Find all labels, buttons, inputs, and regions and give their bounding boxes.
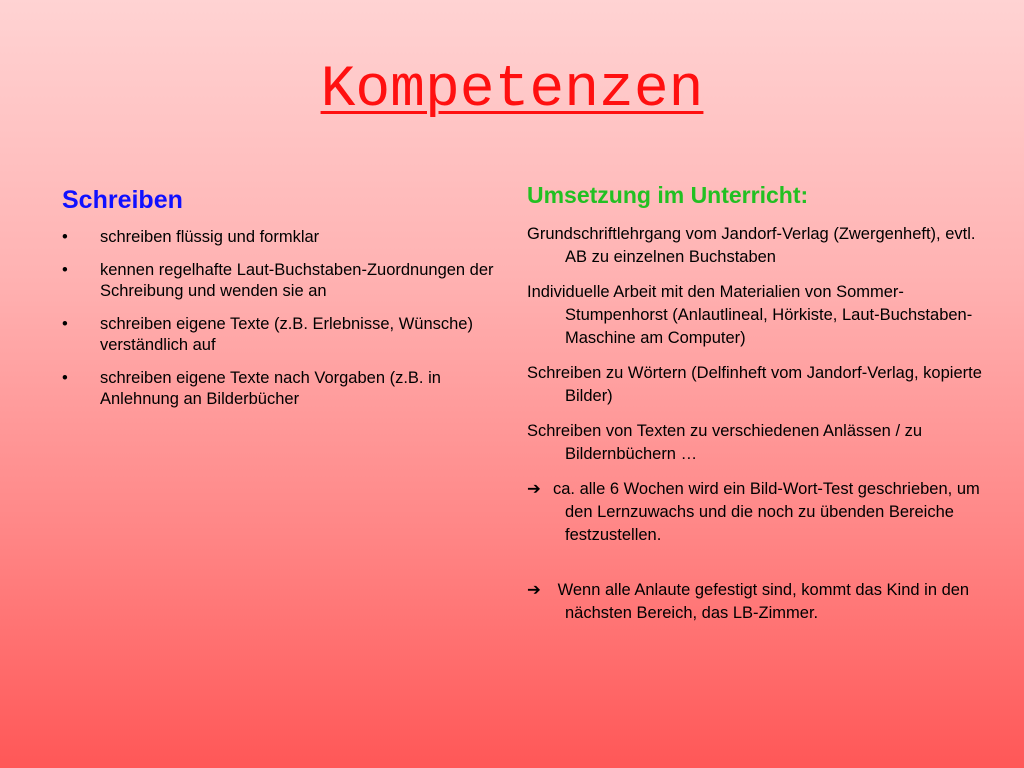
arrow-paragraph: ➔ Wenn alle Anlaute gefestigt sind, kommt das Kind in den nächsten Bereich, das LB-Zimmer.: [527, 581, 970, 622]
bullet-icon: •: [62, 315, 68, 333]
bullet-icon: •: [62, 369, 68, 387]
list-item: • kennen regelhafte Laut-Buchstaben-Zuordnungen der Schreibung und wenden sie an: [62, 261, 494, 300]
arrow-right-icon: ➔: [527, 581, 541, 599]
bullet-icon: •: [62, 228, 68, 246]
left-column: [62, 186, 502, 422]
arrow-paragraph: ➔ ca. alle 6 Wochen wird ein Bild-Wort-Test geschrieben, um den Lernzuwachs und die noch zu übenden Bereiche festzustellen.: [527, 480, 980, 544]
method-paragraph: Schreiben zu Wörtern (Delfinheft vom Jandorf-Verlag, kopierte Bilder): [527, 364, 982, 405]
list-item: • schreiben flüssig und formklar: [62, 228, 320, 246]
right-column: [527, 182, 997, 637]
right-heading: Umsetzung im Unterricht:: [527, 182, 809, 208]
left-heading: Schreiben: [62, 186, 183, 214]
arrow-right-icon: ➔: [527, 480, 541, 498]
method-paragraph: Grundschriftlehrgang vom Jandorf-Verlag (Zwergenheft), evtl. AB zu einzelnen Buchstaben: [527, 225, 976, 266]
list-item: • schreiben eigene Texte nach Vorgaben (z.B. in Anlehnung an Bilderbücher: [62, 369, 441, 408]
slide-title: Kompetenzen: [320, 58, 704, 123]
competence-list: [62, 227, 502, 410]
method-paragraph: Individuelle Arbeit mit den Materialien von Sommer-Stumpenhorst (Anlautlineal, Hörkiste, Laut-Buchstaben-Maschine am Computer): [527, 283, 973, 347]
method-paragraph: Schreiben von Texten zu verschiedenen Anlässen / zu Bildernbüchern …: [527, 422, 923, 463]
list-item: • schreiben eigene Texte (z.B. Erlebnisse, Wünsche) verständlich auf: [62, 315, 473, 354]
bullet-icon: •: [62, 261, 68, 279]
